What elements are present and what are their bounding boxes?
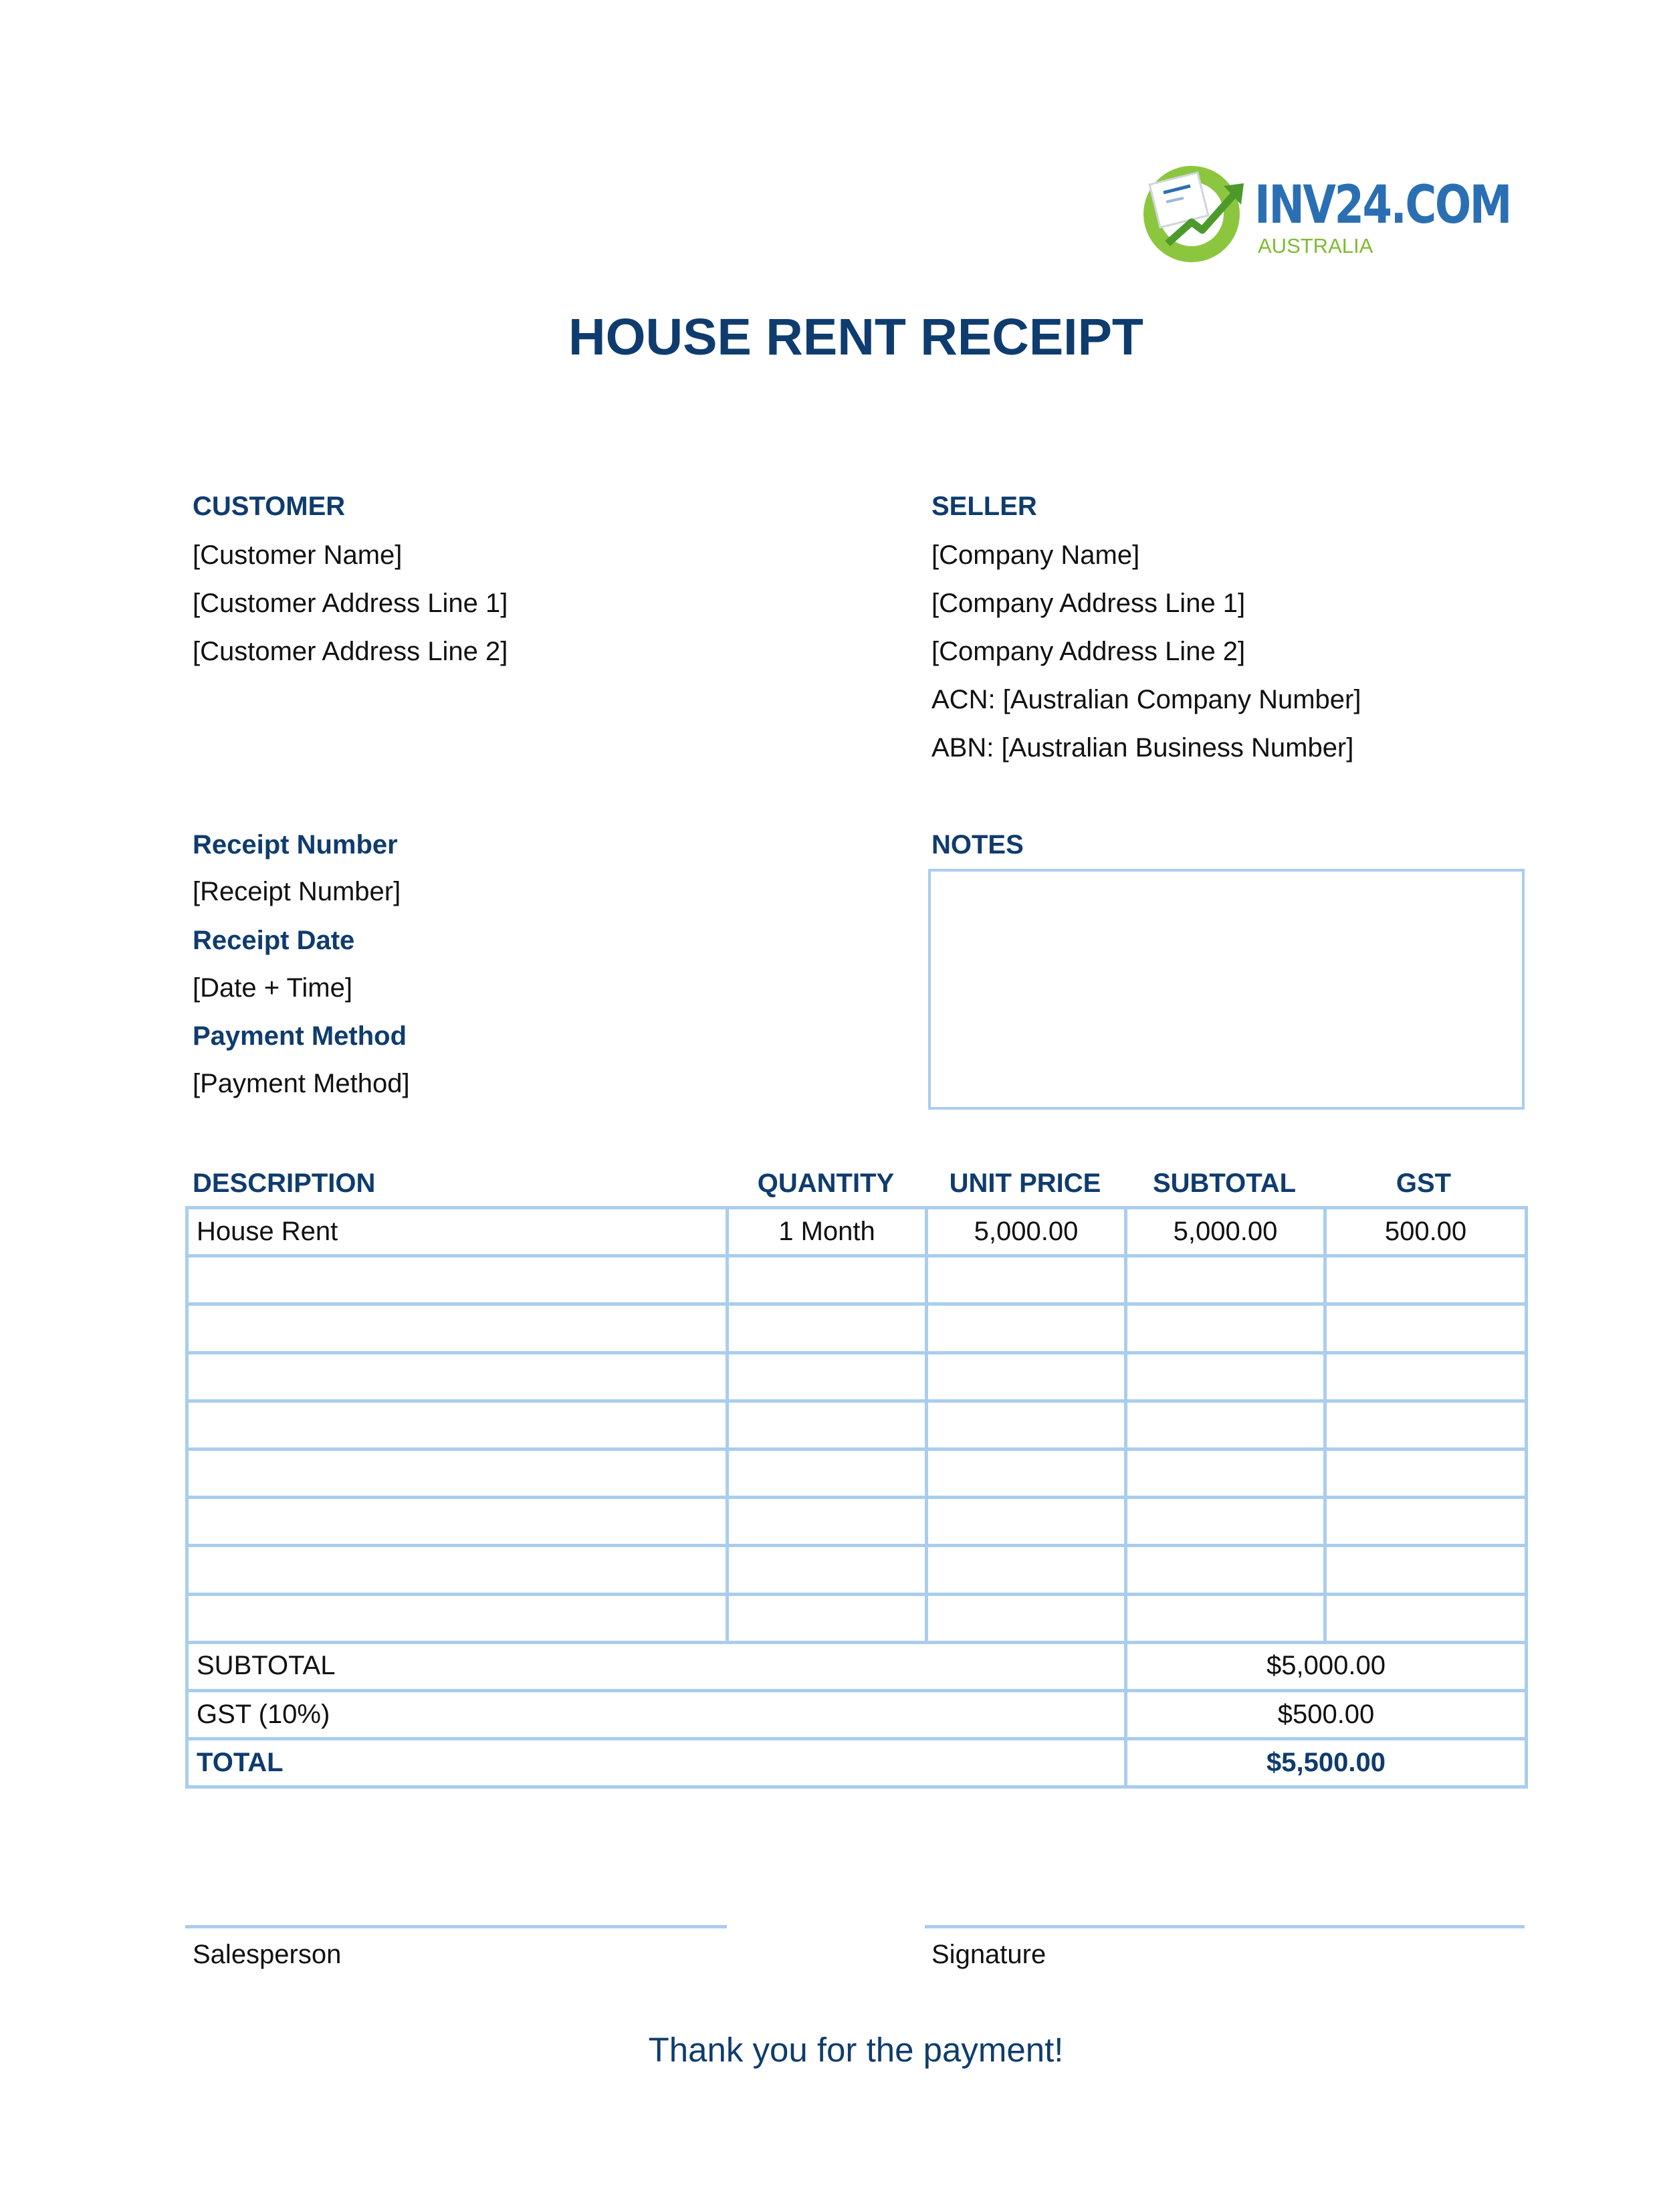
page-title: HOUSE RENT RECEIPT [568,308,1143,366]
col-header-description: DESCRIPTION [193,1169,376,1198]
notes-box[interactable] [928,869,1525,1110]
table-hline [185,1544,1528,1547]
signature-label: Signature [931,1940,1046,1969]
table-cell[interactable] [1327,1257,1525,1302]
company-acn: ACN: [Australian Company Number] [931,685,1361,714]
table-cell[interactable] [928,1450,1124,1496]
table-cell[interactable] [928,1498,1124,1544]
receipt-number-value: [Receipt Number] [193,877,401,906]
company-address-line-1: [Company Address Line 1] [931,589,1246,618]
company-address-line-2: [Company Address Line 2] [931,637,1246,666]
logo-brand-text: INV24.COM [1254,175,1511,235]
table-vline [185,1206,189,1789]
col-header-quantity: QUANTITY [757,1169,895,1198]
table-hline [185,1254,1528,1258]
table-cell[interactable] [928,1546,1124,1592]
table-cell[interactable] [729,1498,925,1544]
table-cell[interactable] [189,1305,726,1350]
table-cell[interactable] [729,1305,925,1350]
table-vline [1525,1206,1528,1789]
table-cell[interactable] [189,1450,726,1496]
customer-name: [Customer Name] [193,540,403,570]
table-cell[interactable] [189,1354,726,1399]
table-cell[interactable] [928,1305,1124,1350]
total-value: $5,500.00 [1266,1747,1386,1777]
table-cell[interactable] [928,1402,1124,1447]
table-vline [726,1206,729,1641]
table-cell[interactable] [189,1546,726,1592]
logo-emblem-icon [1137,155,1257,269]
subtotal-label: SUBTOTAL [197,1651,336,1681]
salesperson-label: Salesperson [193,1940,342,1969]
thank-you-message: Thank you for the payment! [648,2031,1064,2069]
table-cell[interactable] [729,1595,925,1641]
table-hline [185,1641,1528,1644]
logo-region-text: AUSTRALIA [1258,234,1373,258]
table-cell[interactable] [1327,1498,1525,1544]
table-cell[interactable] [1327,1305,1525,1350]
customer-address-line-2: [Customer Address Line 2] [193,637,508,666]
table-hline [185,1302,1528,1306]
receipt-date-label: Receipt Date [193,926,355,955]
table-vline [925,1206,928,1641]
table-hline [185,1737,1528,1740]
table-vline [1323,1206,1327,1641]
table-cell[interactable] [928,1257,1124,1302]
gst-label: GST (10%) [197,1699,330,1729]
table-cell[interactable] [729,1450,925,1496]
col-header-unit-price: UNIT PRICE [949,1169,1101,1198]
table-cell[interactable]: 5,000.00 [974,1216,1079,1246]
company-name: [Company Name] [931,540,1140,570]
table-hline [185,1593,1528,1596]
table-cell[interactable] [1127,1595,1323,1641]
table-cell[interactable] [1127,1305,1323,1350]
payment-method-label: Payment Method [193,1021,407,1051]
table-cell[interactable] [189,1257,726,1302]
table-cell[interactable] [1127,1498,1323,1544]
table-cell[interactable] [189,1402,726,1447]
table-cell[interactable] [1327,1450,1525,1496]
receipt-number-label: Receipt Number [193,830,398,860]
salesperson-line [185,1925,727,1928]
table-cell[interactable]: House Rent [197,1216,338,1246]
payment-method-value: [Payment Method] [193,1069,410,1098]
table-cell[interactable] [729,1257,925,1302]
table-cell[interactable] [1127,1402,1323,1447]
table-cell[interactable] [729,1546,925,1592]
table-vline [1124,1206,1127,1641]
table-hline [185,1447,1528,1451]
signature-line [925,1925,1525,1928]
table-hline [185,1351,1528,1354]
table-hline [185,1399,1528,1403]
table-cell[interactable] [189,1595,726,1641]
col-header-subtotal: SUBTOTAL [1152,1169,1297,1198]
table-cell[interactable] [1327,1546,1525,1592]
table-cell[interactable] [1127,1257,1323,1302]
table-vline [1124,1641,1127,1785]
table-cell[interactable] [1127,1354,1323,1399]
subtotal-value: $5,000.00 [1266,1651,1386,1681]
table-cell[interactable] [928,1595,1124,1641]
company-abn: ABN: [Australian Business Number] [931,733,1354,763]
seller-heading: SELLER [931,492,1037,521]
table-cell[interactable]: 1 Month [778,1216,875,1246]
table-cell[interactable] [1127,1546,1323,1592]
total-label: TOTAL [197,1747,284,1777]
table-cell[interactable]: 5,000.00 [1173,1216,1278,1246]
table-cell[interactable] [928,1354,1124,1399]
table-cell[interactable] [1327,1354,1525,1399]
gst-value: $500.00 [1277,1699,1375,1729]
table-hline [185,1689,1528,1692]
col-header-gst: GST [1396,1169,1452,1198]
table-cell[interactable] [729,1354,925,1399]
notes-heading: NOTES [931,830,1024,860]
table-hline [185,1206,1528,1209]
table-cell[interactable] [189,1498,726,1544]
table-cell[interactable]: 500.00 [1384,1216,1467,1246]
table-hline [185,1496,1528,1499]
customer-address-line-1: [Customer Address Line 1] [193,589,508,618]
table-cell[interactable] [729,1402,925,1447]
receipt-date-value: [Date + Time] [193,973,352,1003]
customer-heading: CUSTOMER [193,492,346,521]
table-cell[interactable] [1127,1450,1323,1496]
table-hline [185,1785,1528,1789]
table-cell[interactable] [1327,1402,1525,1447]
table-cell[interactable] [1327,1595,1525,1641]
